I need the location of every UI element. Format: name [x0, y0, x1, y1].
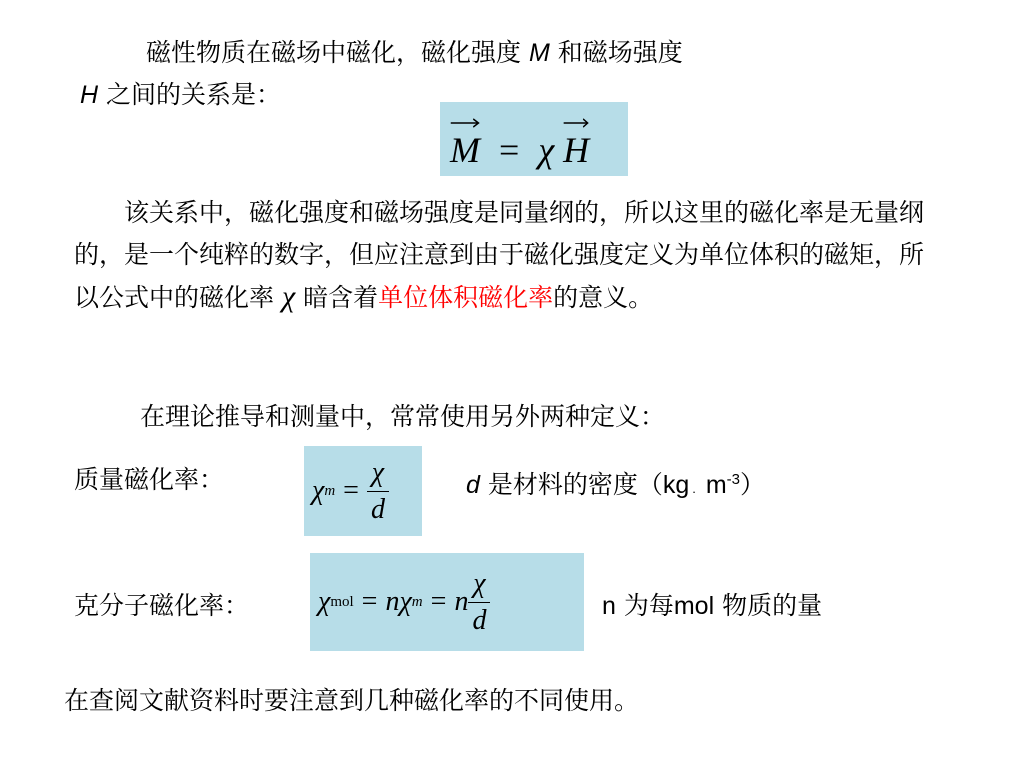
unit-exponent: -3: [726, 471, 741, 488]
footer-note: [64, 683, 639, 719]
vector-h: [563, 114, 589, 174]
amount-n: n: [602, 592, 616, 620]
equals-sign: =: [361, 586, 378, 617]
other-definitions-line: [140, 399, 665, 435]
mass-susceptibility-label: [74, 462, 224, 498]
var-m: M: [528, 39, 550, 67]
molar-susceptibility-formula: [318, 561, 490, 643]
molar-susceptibility-box: [310, 553, 584, 651]
amount-mol: mol: [673, 592, 715, 620]
molar-susceptibility-label: [74, 588, 249, 624]
amount-note: [602, 588, 822, 624]
equals-sign: =: [499, 130, 520, 170]
intro-line-2: [80, 77, 281, 113]
chi-inline: χ: [281, 280, 296, 313]
fraction-chi-over-d: [367, 455, 389, 528]
explanation-paragraph: [74, 192, 934, 319]
mass-susceptibility-box: [304, 446, 422, 536]
footer-text: 在查阅文献资料时要注意到几种磁化率的不同使用。: [64, 686, 640, 715]
paragraph-text-a: 该关系中，磁化强度和磁场强度是同量纲的，所以这里的磁化率是无量纲的，是一个纯粹的数字，但应注意到由于磁化强度定义为单位体积的磁矩，所以公式中的磁化率: [74, 198, 925, 312]
var-h: H: [80, 81, 99, 109]
density-var: d: [466, 471, 480, 499]
intro-text-a: 磁性物质在磁场中磁化，磁化强度: [146, 38, 529, 67]
amount-note-text-b: 物质的量: [714, 591, 823, 620]
fraction-denominator: d: [370, 493, 385, 525]
fraction-numerator: χ: [371, 456, 385, 488]
paragraph-text-c: 的意义。: [553, 283, 654, 312]
unit-dot: .: [692, 481, 696, 496]
n-symbol: n: [454, 586, 469, 617]
fraction-numerator: χ: [473, 567, 486, 599]
vector-h-symbol: H: [563, 130, 590, 170]
intro-line-1: [146, 35, 683, 71]
density-note-text: 是材料的密度（: [479, 470, 663, 499]
intro-text-c: 之间的关系是：: [98, 80, 282, 109]
subscript-m: m: [411, 593, 423, 610]
chi-symbol: χ: [318, 586, 331, 617]
intro-text-b: 和磁场强度: [549, 38, 683, 67]
vector-m: [450, 114, 480, 174]
n-symbol: n: [385, 586, 400, 617]
vector-arrow-icon: [450, 118, 480, 128]
highlight-unit-volume-susceptibility: 单位体积磁化率: [378, 283, 554, 312]
vector-m-symbol: M: [450, 130, 480, 170]
equation-magnetization-box: [440, 102, 628, 176]
subscript-mol: mol: [330, 593, 354, 610]
subscript-m: m: [324, 482, 336, 499]
paragraph-indent: [74, 198, 124, 227]
equals-sign: =: [430, 586, 447, 617]
mass-susceptibility-formula: [312, 452, 389, 530]
equation-magnetization: [450, 114, 589, 174]
amount-note-text-a: 为每: [615, 591, 674, 620]
mass-label-text: 质量磁化率：: [74, 465, 225, 494]
fraction-chi-over-d: [468, 566, 490, 639]
equals-sign: =: [343, 475, 359, 506]
unit-m: m: [698, 471, 727, 499]
chi-symbol: χ: [399, 586, 412, 617]
paragraph-text-b: 暗含着: [295, 283, 379, 312]
fraction-denominator: d: [472, 604, 487, 636]
unit-kg: kg: [662, 471, 690, 499]
chi-symbol: χ: [538, 130, 555, 170]
density-note: [466, 462, 765, 507]
other-definitions-text: 在理论推导和测量中，常常使用另外两种定义：: [140, 402, 666, 431]
molar-label-text: 克分子磁化率：: [74, 591, 250, 620]
density-note-close: ）: [740, 470, 766, 499]
vector-arrow-icon: [563, 118, 589, 128]
chi-symbol: χ: [312, 475, 325, 506]
